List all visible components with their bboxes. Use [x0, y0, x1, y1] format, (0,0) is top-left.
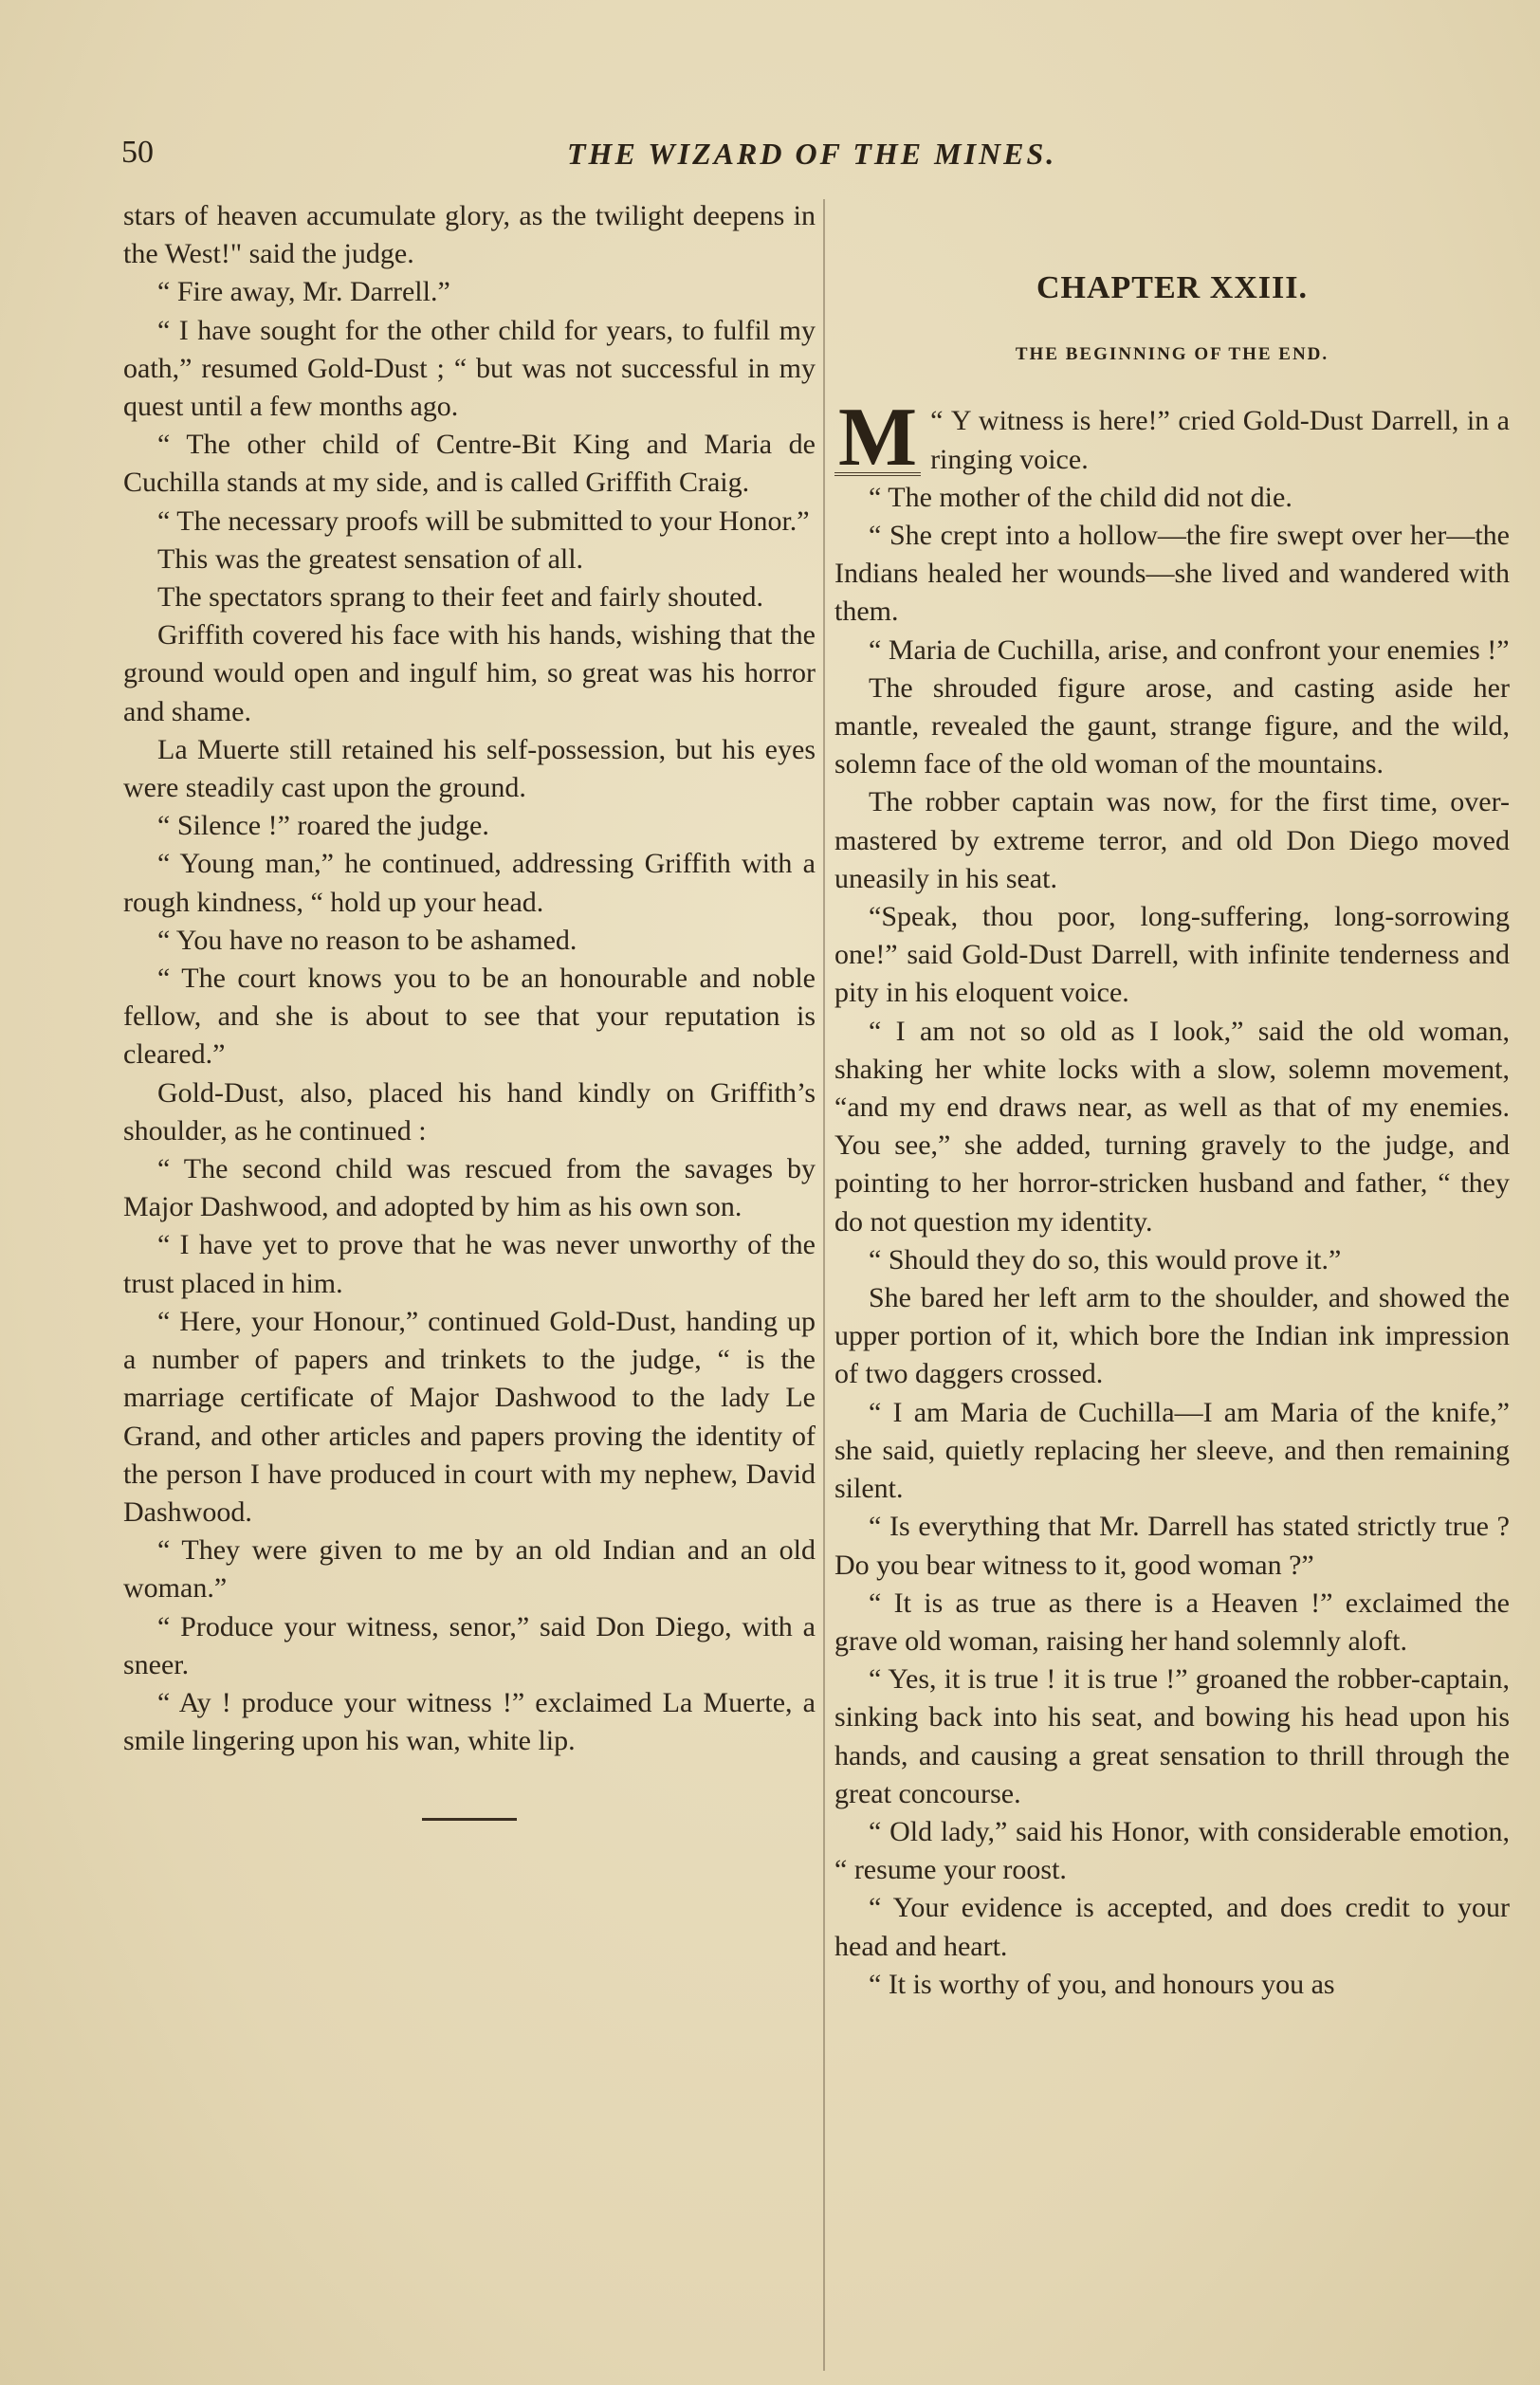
- paragraph: “ Young man,” he continued, addressing Griffith with a rough kindness, “ hold up your head.: [123, 848, 816, 918]
- paragraph: “ They were given to me by an old Indian and an old woman.”: [123, 1534, 816, 1605]
- paragraph: “ The necessary proofs will be submitted to your Honor.”: [157, 505, 810, 537]
- paragraph: “ Is everything that Mr. Darrell has stated strictly true ? Do you bear witness to it, good woman ?”: [834, 1511, 1510, 1581]
- paragraph: The shrouded figure arose, and casting aside her mantle, revealed the gaunt, strange figure, and the wild, solemn face of the old woman of the mountains.: [834, 671, 1510, 780]
- paragraph: “ I am Maria de Cuchilla—I am Maria of the knife,” she said, quietly replacing her sleeve, and then remaining silent.: [834, 1396, 1510, 1505]
- paragraph: “ Ay ! produce your witness !” exclaimed La Muerte, a smile lingering upon his wan, white lip.: [123, 1686, 816, 1757]
- right-paragraphs: [834, 479, 1510, 2004]
- paragraph: “ I have yet to prove that he was never unworthy of the trust placed in him.: [123, 1229, 816, 1299]
- right-column: [834, 197, 1510, 2004]
- paragraph: “ Maria de Cuchilla, arise, and confront your enemies !”: [869, 633, 1510, 666]
- paragraph: stars of heaven accumulate glory, as the twilight deepens in the West!" said the judge.: [123, 200, 816, 270]
- opening-quote: “: [930, 405, 944, 437]
- page-number: 50: [121, 135, 154, 170]
- paragraph: “ It is as true as there is a Heaven !” exclaimed the grave old woman, raising her hand solemnly aloft.: [834, 1587, 1510, 1657]
- column-divider: [823, 199, 825, 2371]
- page-header: [121, 135, 1515, 180]
- opening-text: Y witness is here!” cried Gold-Dust Darrell, in a ringing voice.: [930, 405, 1510, 475]
- chapter-opening-paragraph: [834, 392, 1510, 485]
- paragraph: “ Fire away, Mr. Darrell.”: [157, 276, 450, 308]
- paragraph: “ I am not so old as I look,” said the old woman, shaking her white locks with a slow, solemn movement, “and my end draws near, as well as that of my enemies. You see,” she added, turning gravely to the judge, and pointing to her horror-stricken husband and father, “ they do not question my identity.: [834, 1015, 1510, 1238]
- paragraph: “ Your evidence is accepted, and does credit to your head and heart.: [834, 1892, 1510, 1962]
- left-paragraphs: [123, 197, 816, 1760]
- paragraph: “ Old lady,” said his Honor, with considerable emotion, “ resume your roost.: [834, 1815, 1510, 1886]
- section-end-rule: [123, 1798, 816, 1811]
- paragraph: La Muerte still retained his self-possession, but his eyes were steadily cast upon the ground.: [123, 733, 816, 804]
- chapter-subtitle: THE BEGINNING OF THE END.: [1015, 344, 1329, 365]
- paragraph: “ Produce your witness, senor,” said Don Diego, with a sneer.: [123, 1610, 816, 1680]
- paragraph: “ The other child of Centre-Bit King and Maria de Cuchilla stands at my side, and is called Griffith Craig.: [123, 429, 816, 499]
- paragraph: Griffith covered his face with his hands, wishing that the ground would open and ingulf him, so great was his horror and shame.: [123, 619, 816, 727]
- paragraph: “ Yes, it is true ! it is true !” groaned the robber-captain, sinking back into his seat, and bowing his head upon his hands, and causing a great sensation to thrill through the great concourse.: [834, 1663, 1510, 1809]
- chapter-title: CHAPTER XXIII.: [1036, 270, 1309, 305]
- paragraph: The robber captain was now, for the first time, over-mastered by extreme terror, and old Don Diego moved uneasily in his seat.: [834, 786, 1510, 894]
- left-column: [123, 197, 816, 1811]
- paragraph: “ You have no reason to be ashamed.: [157, 924, 578, 956]
- paragraph: “ The court knows you to be an honourable and noble fellow, and she is about to see that your reputation is cleared.”: [123, 963, 816, 1071]
- drop-cap: M: [834, 404, 921, 476]
- paragraph: This was the greatest sensation of all.: [157, 542, 584, 575]
- paragraph: “ Should they do so, this would prove it.”: [869, 1243, 1342, 1275]
- paragraph: She bared her left arm to the shoulder, and showed the upper portion of it, which bore the Indian ink impression of two daggers crossed.: [834, 1282, 1510, 1390]
- paragraph: The spectators sprang to their feet and fairly shouted.: [157, 581, 763, 614]
- paragraph: “ The second child was rescued from the savages by Major Dashwood, and adopted by him as his own son.: [123, 1153, 816, 1223]
- paragraph: “ Silence !” roared the judge.: [157, 810, 489, 842]
- paragraph: “ Here, your Honour,” continued Gold-Dust, handing up a number of papers and trinkets to the judge, “ is the marriage certificate of Major Dashwood to the lady Le Grand, and other articles and papers proving the identity of the person I have produced in court with my nephew, David Dashwood.: [123, 1305, 816, 1528]
- paragraph: “Speak, thou poor, long-suffering, long-sorrowing one!” said Gold-Dust Darrell, with infinite tenderness and pity in his eloquent voice.: [834, 901, 1510, 1009]
- paragraph: “ She crept into a hollow—the fire swept over her—the Indians healed her wounds—she lived and wandered with them.: [834, 520, 1510, 628]
- paragraph: Gold-Dust, also, placed his hand kindly on Griffith’s shoulder, as he continued :: [123, 1076, 816, 1147]
- paragraph: “ It is worthy of you, and honours you as: [869, 1968, 1335, 2000]
- paragraph: “ I have sought for the other child for years, to fulfil my oath,” resumed Gold-Dust ; “ but was not successful in my quest until a few months ago.: [123, 314, 816, 423]
- running-title: THE WIZARD OF THE MINES.: [567, 137, 1057, 171]
- paragraph: “ The mother of the child did not die.: [869, 481, 1292, 513]
